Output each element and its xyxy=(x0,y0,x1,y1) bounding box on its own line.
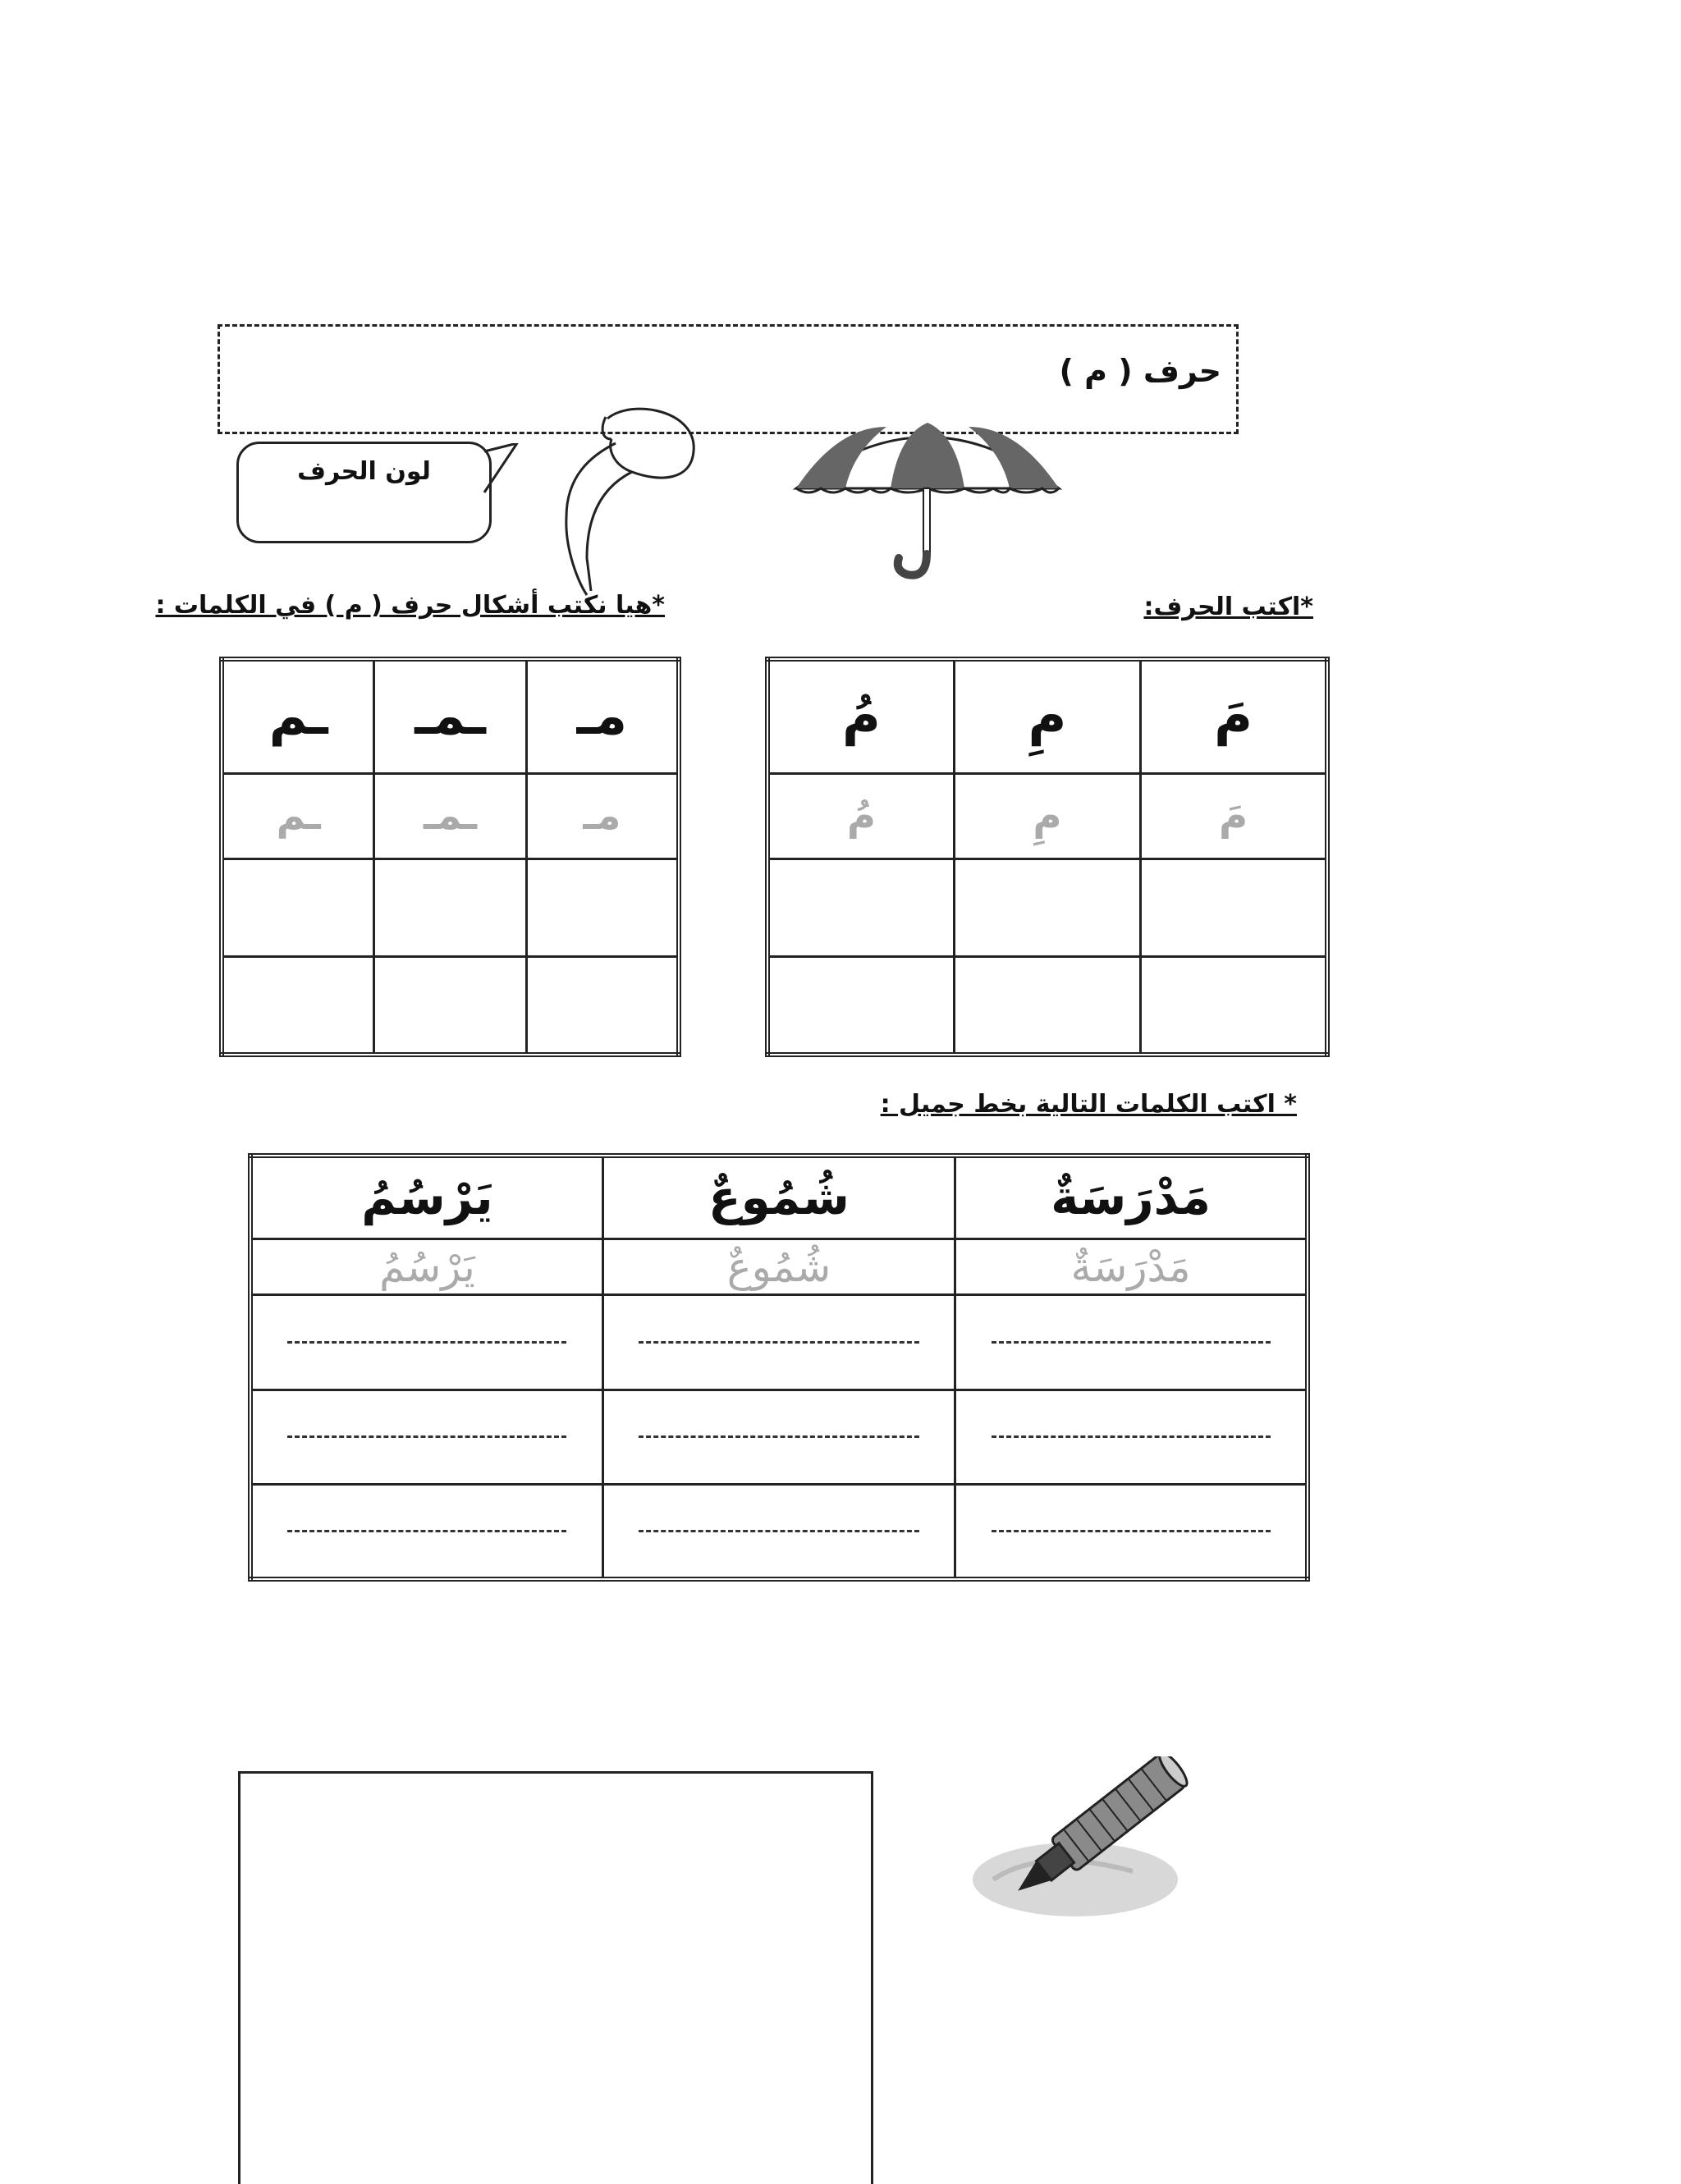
words-table xyxy=(248,1153,1310,1582)
trace-letter-kasra: مِ xyxy=(1033,793,1062,840)
letter-form-medial: ـمـ xyxy=(415,686,486,748)
writing-line xyxy=(992,1435,1271,1438)
word-madrasa: مَدْرَسَةٌ xyxy=(1051,1170,1212,1226)
writing-line xyxy=(287,1530,566,1532)
table-cell xyxy=(602,1156,955,1239)
table-cell xyxy=(222,659,374,773)
writing-cell[interactable] xyxy=(602,1295,955,1390)
writing-line xyxy=(992,1341,1271,1344)
writing-line xyxy=(287,1435,566,1438)
writing-cell[interactable] xyxy=(250,1390,602,1484)
trace-cell[interactable] xyxy=(374,773,527,858)
letter-fatha: مَ xyxy=(1214,686,1253,748)
outline-letter-mim[interactable] xyxy=(509,394,722,607)
writing-line xyxy=(287,1341,566,1344)
letter-form-initial: مـ xyxy=(576,686,628,748)
trace-letter-fatha: مَ xyxy=(1218,793,1248,840)
writing-cell[interactable] xyxy=(250,1295,602,1390)
trace-cell[interactable] xyxy=(602,1239,955,1295)
writing-line xyxy=(639,1530,918,1532)
writing-cell[interactable] xyxy=(767,858,954,956)
writing-cell[interactable] xyxy=(526,957,679,1055)
table-cell xyxy=(767,659,954,773)
bubble-label: لون الحرف xyxy=(297,457,431,486)
trace-cell[interactable] xyxy=(955,1239,1308,1295)
answer-box[interactable] xyxy=(238,1771,873,2184)
trace-letter-final: ـم xyxy=(276,793,321,840)
writing-cell[interactable] xyxy=(767,957,954,1055)
trace-cell[interactable] xyxy=(767,773,954,858)
letter-form-final: ـم xyxy=(268,686,328,748)
title-box xyxy=(218,324,1239,434)
page-title: حرف ( م ) xyxy=(1059,353,1221,389)
writing-cell[interactable] xyxy=(374,957,527,1055)
pen-icon xyxy=(969,1756,1223,1921)
trace-word-madrasa: مَدْرَسَةٌ xyxy=(1070,1243,1191,1291)
trace-letter-initial: مـ xyxy=(583,793,621,840)
writing-cell[interactable] xyxy=(955,1390,1308,1484)
trace-word-shumoo: شُمُوعٌ xyxy=(726,1243,831,1291)
speech-bubble xyxy=(236,442,492,543)
trace-cell[interactable] xyxy=(222,773,374,858)
word-shumoo: شُمُوعٌ xyxy=(708,1170,850,1226)
letter-vowels-table xyxy=(765,657,1330,1057)
letter-kasra: مِ xyxy=(1028,686,1067,748)
trace-cell[interactable] xyxy=(250,1239,602,1295)
writing-cell[interactable] xyxy=(374,858,527,956)
writing-cell[interactable] xyxy=(955,1295,1308,1390)
heading-letter-shapes: *هيا نكتب أشكال حرف ( م ) في الكلمات : xyxy=(155,591,665,620)
letter-damma: مُ xyxy=(841,686,881,748)
writing-cell[interactable] xyxy=(954,957,1140,1055)
trace-cell[interactable] xyxy=(526,773,679,858)
writing-cell[interactable] xyxy=(955,1485,1308,1579)
heading-write-letter: *اكتب الحرف: xyxy=(1143,593,1313,621)
writing-cell[interactable] xyxy=(1141,957,1327,1055)
writing-cell[interactable] xyxy=(602,1485,955,1579)
table-cell xyxy=(250,1156,602,1239)
writing-cell[interactable] xyxy=(222,858,374,956)
writing-cell[interactable] xyxy=(602,1390,955,1484)
letter-shapes-table xyxy=(219,657,681,1057)
trace-cell[interactable] xyxy=(1141,773,1327,858)
trace-word-yarsum: يَرْسُمُ xyxy=(379,1243,475,1291)
writing-line xyxy=(639,1341,918,1344)
table-cell xyxy=(1141,659,1327,773)
trace-letter-medial: ـمـ xyxy=(424,793,478,840)
writing-line xyxy=(639,1435,918,1438)
word-yarsum: يَرْسُمُ xyxy=(361,1170,493,1226)
umbrella-icon xyxy=(788,419,1067,583)
table-cell xyxy=(954,659,1140,773)
trace-letter-damma: مُ xyxy=(846,793,877,840)
table-cell xyxy=(374,659,527,773)
writing-cell[interactable] xyxy=(222,957,374,1055)
table-cell xyxy=(955,1156,1308,1239)
writing-cell[interactable] xyxy=(1141,858,1327,956)
trace-cell[interactable] xyxy=(954,773,1140,858)
table-cell xyxy=(526,659,679,773)
writing-cell[interactable] xyxy=(250,1485,602,1579)
writing-cell[interactable] xyxy=(526,858,679,956)
writing-line xyxy=(992,1530,1271,1532)
writing-cell[interactable] xyxy=(954,858,1140,956)
heading-write-words: * اكتب الكلمات التالية بخط جميل : xyxy=(880,1090,1297,1119)
